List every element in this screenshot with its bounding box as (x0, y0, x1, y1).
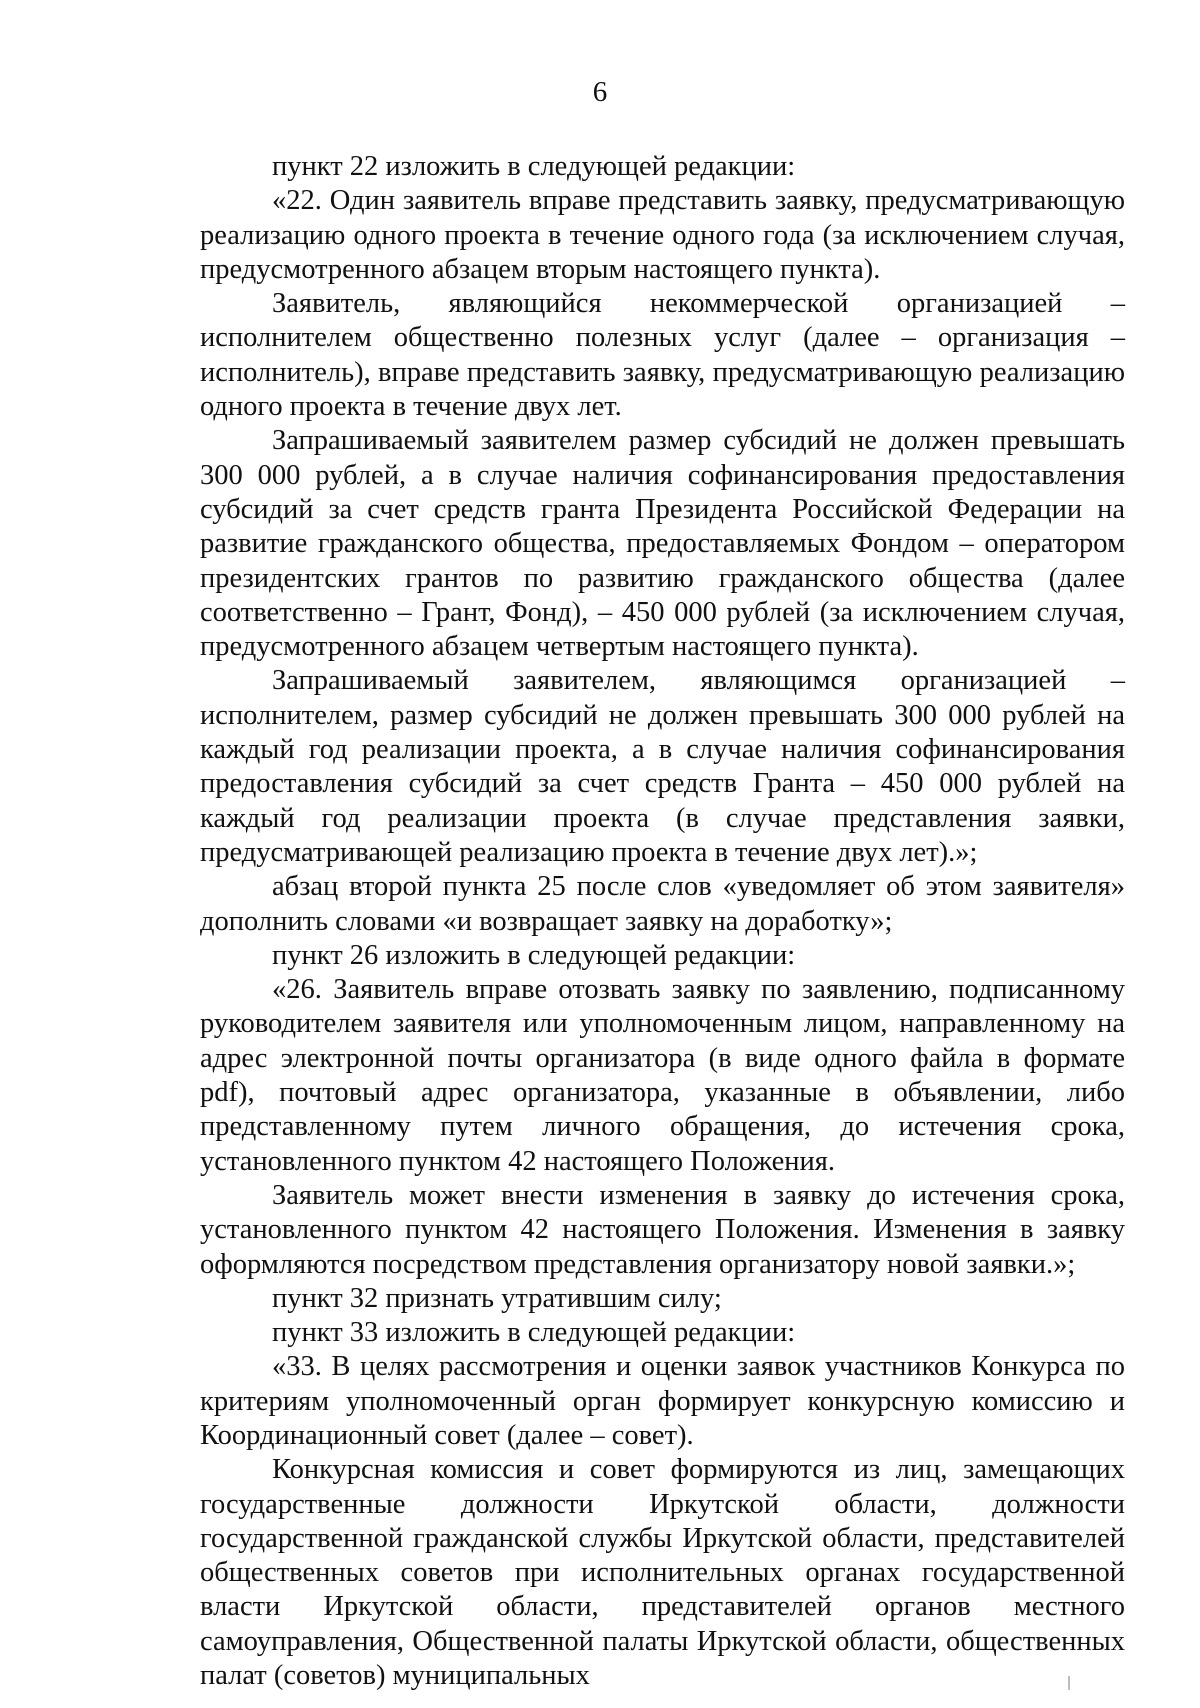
paragraph: Заявитель, являющийся некоммерческой организацией – исполнителем общественно полезных услуг (далее – организация – исполнитель), вправе представить заявку, предусматривающую реализацию одного проекта в течение двух лет. (200, 288, 1125, 423)
paragraph: «26. Заявитель вправе отозвать заявку по заявлению, подписанному руководителем заявителя или уполномоченным лицом, направленному на адрес электронной почты организатора (в виде одного файла в формате pdf), почтовый адрес организатора, указанные в объявлении, либо представленному путем личного обращения, до истечения срока, установленного пунктом 42 настоящего Положения. (200, 974, 1125, 1177)
paragraph: пункт 22 изложить в следующей редакции: (272, 151, 796, 182)
paragraph: «22. Один заявитель вправе представить заявку, предусматривающую реализацию одного проекта в течение одного года (за исключением случая, предусмотренного абзацем вторым настоящего пункта). (200, 185, 1125, 285)
paragraph: Заявитель может внести изменения в заявку до истечения срока, установленного пунктом 42 настоящего Положения. Изменения в заявку оформляются посредством представления организатору новой заявки.»; (200, 1179, 1125, 1280)
paragraph: Запрашиваемый заявителем размер субсидий не должен превышать 300 000 рублей, а в случае наличия софинансирования предоставления субсидий за счет средств гранта Президента Российской Федерации на развитие гражданского общества, предоставляемых Фондом – оператором президентских грантов по развитию гражданского общества (далее соответственно – Грант, Фонд), – 450 000 рублей (за исключением случая, предусмотренного абзацем четвертым настоящего пункта). (200, 425, 1125, 663)
scan-artifact (1068, 1676, 1070, 1690)
document-body (200, 150, 1125, 1693)
page-number: 6 (592, 76, 608, 108)
paragraph: «33. В целях рассмотрения и оценки заявок участников Конкурса по критериям уполномоченный орган формирует конкурсную комиссию и Координационный совет (далее – совет). (200, 1351, 1125, 1451)
paragraph: пункт 33 изложить в следующей редакции: (272, 1317, 796, 1349)
paragraph: Запрашиваемый заявителем, являющимся организацией – исполнителем, размер субсидий не должен превышать 300 000 рублей на каждый год реализации проекта, а в случае наличия софинансирования предоставления субсидий за счет средств Гранта – 450 000 рублей на каждый год реализации проекта (в случае представления заявки, предусматривающей реализацию проекта в течение двух лет).»; (200, 665, 1125, 868)
paragraph: Конкурсная комиссия и совет формируются из лиц, замещающих государственные должности Иркутской области, должности государственной гражданской службы Иркутской области, представителей общественных советов при исполнительных органах государственной власти Иркутской области, представителей органов местного самоуправления, Общественной палаты Иркутской области, общественных палат (советов) муниципальных (200, 1454, 1125, 1692)
paragraph: пункт 32 признать утратившим силу; (272, 1282, 722, 1314)
paragraph: пункт 26 изложить в следующей редакции: (272, 939, 796, 971)
paragraph: абзац второй пункта 25 после слов «уведомляет об этом заявителя» дополнить словами «и возвращает заявку на доработку»; (200, 871, 1125, 937)
